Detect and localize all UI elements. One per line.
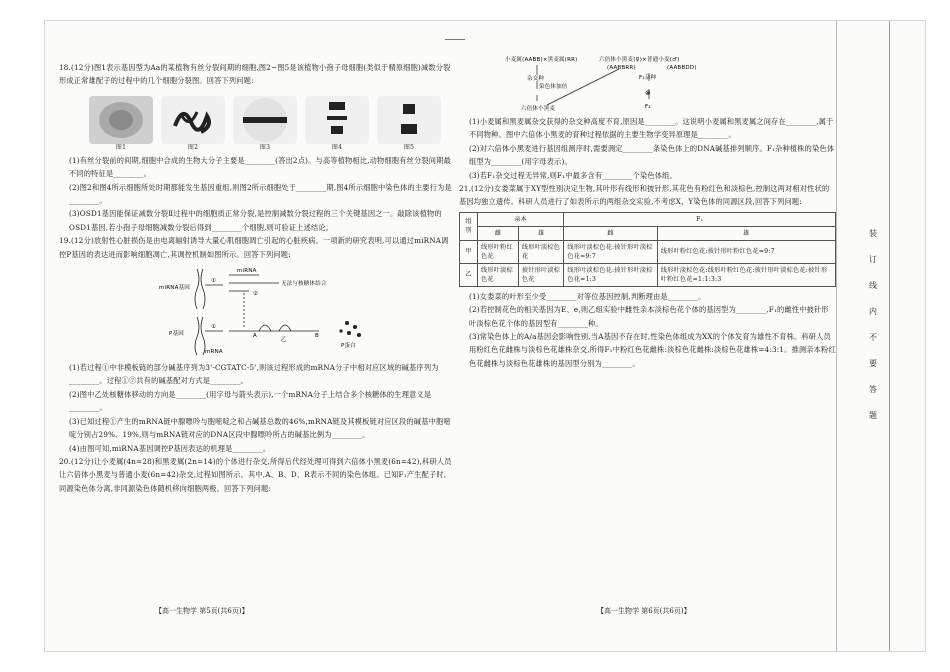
figure-3 bbox=[233, 96, 297, 152]
q18-sub3: (3)OSD1基因能保证减数分裂Ⅱ过程中的细胞质正常分裂,是控制减数分裂过程的三个关键基因之一。敲除该植物的OSD1基因,若小孢子母细胞减数分裂后得到________个细胞,则可验证上述结论。 bbox=[69, 209, 442, 232]
table-cell-f1-male: 线形叶淡棕色花:线形叶粉红色花:披针形叶淡棕色花:披针形叶粉红色花=1:1:3:3 bbox=[657, 263, 835, 286]
table-cell-f1-female: 线形叶淡棕色花:披针形叶淡棕色花=1:3 bbox=[564, 263, 657, 286]
diagram-step1-a: ① bbox=[211, 278, 217, 285]
top-mark bbox=[445, 39, 465, 40]
figure-5 bbox=[377, 96, 441, 152]
binding-margin bbox=[836, 21, 925, 651]
cross-double: 染色体加倍 bbox=[539, 84, 568, 90]
q20-head: 20.(12分)让小麦属(4n=28)和黑麦属(2n=14)的个体进行杂交,所得后代经处理可得到六倍体小黑麦(6n=42),科研人员让六倍体小黑麦与普通小麦(6n=42)杂交,过程如图所示。其中,A、B、D、R表示不同的染色体组。已知F₁产生配子时,同源染色体分离,非同源染色体随机移向细胞两极。回答下列问题: bbox=[59, 456, 452, 493]
diagram-label-a: A bbox=[253, 333, 257, 340]
cross-self-symbol: ⊗ bbox=[645, 89, 652, 97]
figure-1-image bbox=[89, 96, 153, 144]
diagram-bind-note: 无法与核糖体结合 bbox=[281, 281, 327, 288]
figure-2 bbox=[161, 96, 225, 152]
table-cell-parent-male: 披针形叶淡棕色花 bbox=[518, 263, 563, 286]
q19-mechanism-diagram bbox=[119, 265, 379, 357]
figure-2-image bbox=[161, 96, 225, 144]
figure-2-caption: 图2 bbox=[187, 143, 199, 151]
diagram-mrna-label: mRNA bbox=[205, 349, 223, 356]
table-cell-parent-female: 线形叶粉红色花 bbox=[477, 240, 518, 263]
q20-sub1: (1)小麦属和黑麦属杂交获得的杂交种高度不育,原因是________。这说明小麦属和黑麦属之间存在________,属于不同物种。图中六倍体小黑麦的育种过程依据的主要生物学变异原理是________。 bbox=[469, 117, 834, 140]
figure-4-caption: 图4 bbox=[331, 143, 343, 151]
page-footer-left: 【高一生物学 第5页(共6页)】 bbox=[155, 607, 249, 615]
table-cell-f1-female: 线形叶淡棕色花:披针形叶淡棕色花=9:7 bbox=[564, 240, 657, 263]
q20-cross-diagram bbox=[499, 55, 759, 113]
diagram-mirna-label: miRNA bbox=[237, 268, 257, 275]
table-header-f1: F₁ bbox=[564, 212, 836, 226]
cross-hybrid: 杂交种 bbox=[527, 76, 545, 82]
question-18 bbox=[59, 61, 452, 88]
figure-3-caption: 图3 bbox=[259, 143, 271, 151]
cross-parent-1: 小麦属(AABB)×黑麦属(RR) bbox=[505, 57, 578, 63]
figure-1-caption: 图1 bbox=[115, 143, 127, 151]
binding-line bbox=[889, 21, 890, 651]
cross-triticale: 六倍体小黑麦 bbox=[521, 106, 556, 112]
q18-sub2: (2)图2和图4所示细胞所处时期都能发生基因重组,则图2所示细胞处于________期,图4所示细胞中染色体的主要行为是________。 bbox=[69, 182, 452, 206]
q21-head: 21.(12分)女娄菜属于XY型性别决定生物,其叶形有线形和披针形,其花色有粉红色和淡棕色,控制这两对相对性状的基因均独立遗传。科研人员进行了如表所示的两组杂交实验,不考虑X、Y染色体的同源区段,回答下列问题: bbox=[459, 184, 830, 207]
right-column bbox=[459, 55, 836, 370]
question-19 bbox=[59, 234, 452, 261]
table-header-parent-female: 雌 bbox=[477, 226, 518, 240]
q21-sub3: (3)常染色体上的A/a基因会影响性别,当A基因不存在时,性染色体组成为XX的个体发育为雄性不育株。科研人员用粉红色花雌株与淡棕色花雄株杂交,所得F₁中粉红色花雌株:淡棕色花雌株:淡棕色花雄株=4:3:1。推测亲本粉红色花雌株与淡棕色花雄株的基因型分别为________。 bbox=[469, 332, 836, 368]
table-header-parent: 亲本 bbox=[477, 212, 563, 226]
table-row bbox=[460, 263, 836, 286]
q19-head: 19.(12分)放射性心脏损伤是由电离辐射诱导大量心肌细胞凋亡引起的心脏疾病。一项新的研究表明,可以通过miRNA调控P基因的表达进而影响细胞凋亡,其调控机制如图所示。回答下列问题: bbox=[59, 236, 449, 259]
figure-5-image bbox=[377, 96, 441, 144]
q19-sub4: (4)由图可知,miRNA基因调控P基因表达的机理是________。 bbox=[69, 443, 271, 453]
figure-4 bbox=[305, 96, 369, 152]
cross-parent-2a: (AABBRR) bbox=[607, 65, 636, 71]
table-row bbox=[460, 240, 836, 263]
table-header-f1-male: 雄 bbox=[657, 226, 835, 240]
q19-sub2: (2)图中乙处核糖体移动的方向是________(用字母与箭头表示),一个mRNA分子上结合多个核糖体的生理意义是________。 bbox=[69, 389, 432, 413]
question-21 bbox=[459, 182, 836, 209]
figure-3-image bbox=[233, 96, 297, 144]
q20-sub2: (2)对六倍体小黑麦进行基因组测序时,需要测定________条染色体上的DNA碱基排列顺序。F₁杂种植株的染色体组型为________(用字母表示)。 bbox=[469, 143, 835, 167]
q18-figures bbox=[89, 90, 452, 152]
figure-5-caption: 图5 bbox=[403, 143, 415, 151]
diagram-label-yi: 乙 bbox=[281, 337, 287, 344]
exam-sheet bbox=[44, 20, 926, 652]
question-20 bbox=[59, 455, 452, 495]
q18-head: 18.(12分)图1表示基因型为Aa的某植物有丝分裂间期的细胞,图2~图5是该植物小孢子母细胞(类似于精原细胞)减数分裂形成正常雄配子的过程中的几个细胞分裂图。回答下列问题: bbox=[59, 63, 451, 86]
diagram-mirna-gene-label: miRNA基因 bbox=[159, 285, 190, 292]
diagram-p-gene-label: P基因 bbox=[169, 331, 184, 338]
q21-table bbox=[459, 212, 836, 287]
binding-notice: 装 订 线 内 不 要 答 题 bbox=[869, 229, 877, 420]
page-footer-right: 【高一生物学 第6页(共6页)】 bbox=[597, 607, 691, 615]
table-cell-group: 甲 bbox=[460, 240, 478, 263]
q20-sub3: (3)若F₁杂交过程无异常,则F₁中最多含有________个染色体组。 bbox=[469, 170, 677, 180]
cross-parent-2: 六倍体小黑麦(♀)×普通小麦(♂) bbox=[599, 57, 680, 63]
table-cell-group: 乙 bbox=[460, 263, 478, 286]
cross-f2: F₂ bbox=[645, 104, 651, 110]
q19-sub3: (3)已知过程①产生的mRNA链中腺嘌呤与胞嘧啶之和占碱基总数的46%,mRNA链及其模板链对应区段的碱基中胞嘧啶分别占29%、19%,则与mRNA链对应的DNA区段中腺嘌呤所占的碱基比例为________。 bbox=[69, 416, 451, 440]
table-header-f1-female: 雌 bbox=[564, 226, 657, 240]
diagram-protein-label: P蛋白 bbox=[341, 343, 356, 350]
table-header-parent-male: 雄 bbox=[518, 226, 563, 240]
q21-sub2: (2)若控制花色的相关基因为E、e,则乙组实验中雌性亲本淡棕色花个体的基因型为________,F₁的雌性中披针形叶淡棕色花个体的基因型有________种。 bbox=[469, 305, 829, 328]
table-cell-parent-male: 线形叶淡棕色花 bbox=[518, 240, 563, 263]
diagram-step2: ② bbox=[253, 291, 259, 298]
cross-parent-2b: (AABBDD) bbox=[667, 65, 697, 71]
q18-sub1: (1)有丝分裂前的间期,细胞中合成的生物大分子主要是________(答出2点)。与高等植物相比,动物细胞有丝分裂间期最不同的特征是________。 bbox=[69, 155, 451, 179]
q21-sub1: (1)女娄菜的叶形至少受________对等位基因控制,判断理由是________。 bbox=[469, 291, 706, 301]
table-cell-f1-male: 线形叶粉红色花:披针形叶粉红色花=9:7 bbox=[657, 240, 835, 263]
diagram-label-b: B bbox=[315, 333, 319, 340]
cross-f1-hybrid: F₁杂种 bbox=[639, 75, 657, 81]
table-header-group: 组别 bbox=[460, 212, 478, 240]
diagram-step1-b: ① bbox=[211, 324, 217, 331]
left-column bbox=[59, 61, 452, 495]
figure-1 bbox=[89, 96, 153, 152]
q19-sub1: (1)若过程①中非模板链的部分碱基序列为3'-CGTATC-5',则该过程形成的mRNA分子中相对应区域的碱基序列为________。过程①⑦共有的碱基配对方式是________。 bbox=[69, 363, 439, 386]
figure-4-image bbox=[305, 96, 369, 144]
table-cell-parent-female: 线形叶淡棕色花 bbox=[477, 263, 518, 286]
